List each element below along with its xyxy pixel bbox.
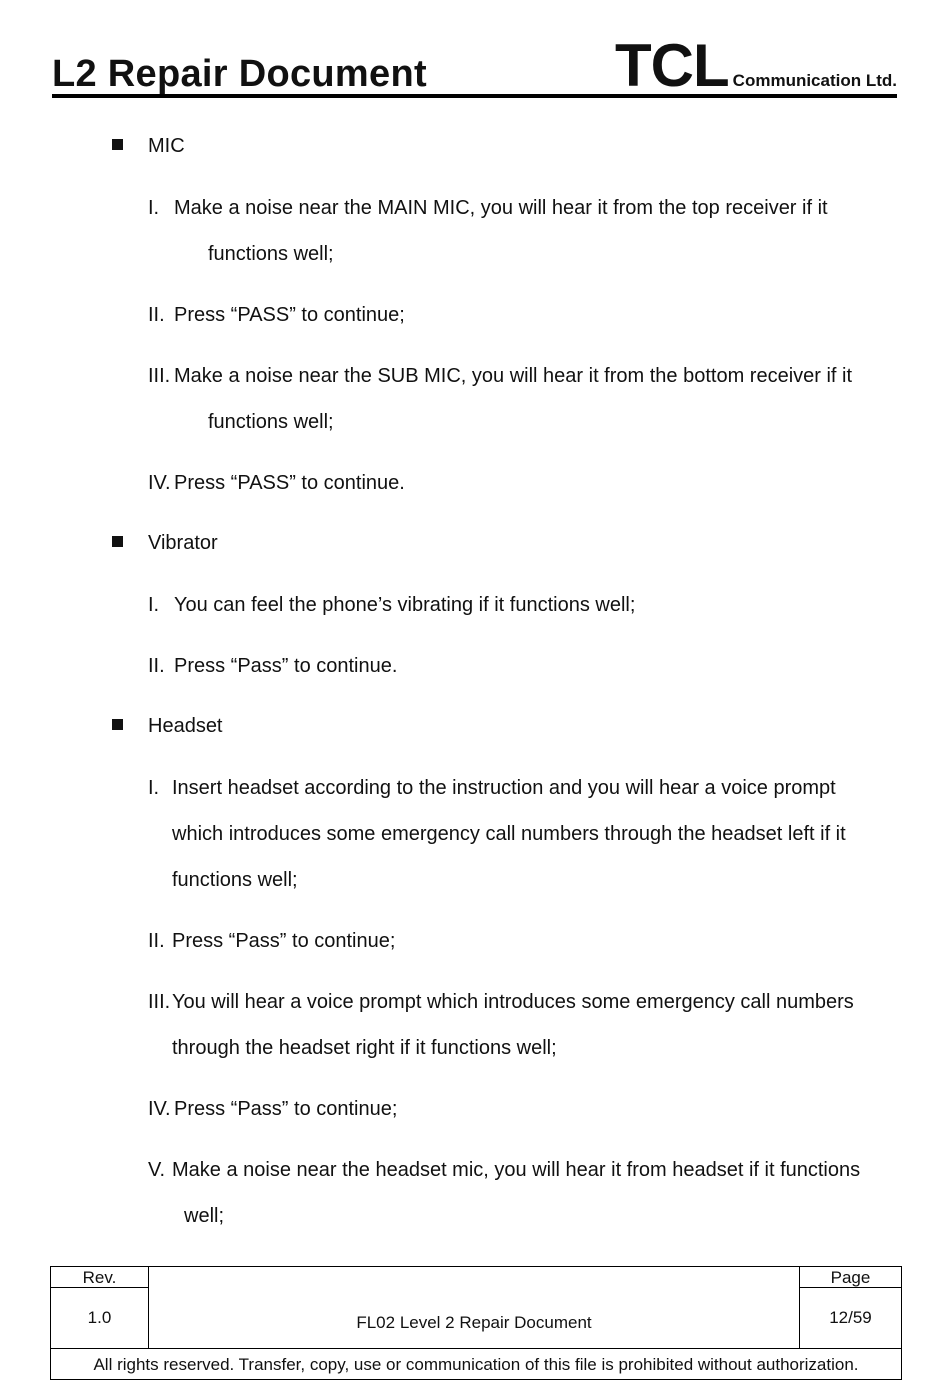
item-number: V. [148, 1159, 166, 1181]
item-text: You can feel the phone’s vibrating if it functions well; [174, 594, 636, 616]
item-text: Press “PASS” to continue; [174, 304, 405, 326]
bullet-square-icon [112, 719, 123, 730]
item-text: You will hear a voice prompt which introduces some emergency call numbers [172, 991, 854, 1013]
page-number: 12/59 [799, 1288, 901, 1348]
document-name: FL02 Level 2 Repair Document [356, 1313, 592, 1332]
item-number: II. [148, 930, 165, 952]
item-text: Make a noise near the SUB MIC, you will hear it from the bottom receiver if it [174, 365, 853, 387]
item-number: IV. [148, 1098, 171, 1120]
page-header [52, 30, 897, 98]
item-number: I. [148, 594, 160, 616]
company-brand [615, 32, 897, 99]
item-number: III. [148, 991, 171, 1013]
bullet-square-icon [112, 139, 123, 150]
section-title: MIC [148, 135, 185, 157]
item-number: I. [148, 777, 160, 799]
item-text-continued: functions well; [172, 869, 298, 891]
item-number: I. [148, 197, 160, 219]
item-text: Make a noise near the headset mic, you will hear it from headset if it functions [172, 1159, 861, 1181]
rev-value: 1.0 [51, 1288, 149, 1348]
item-number: II. [148, 304, 165, 326]
section-heading-vibrator [112, 532, 218, 555]
item-text: Insert headset according to the instruction and you will hear a voice prompt [172, 777, 836, 799]
page-label: Page [799, 1267, 901, 1288]
item-text: Press “Pass” to continue. [174, 655, 398, 677]
section-title: Vibrator [148, 532, 218, 554]
item-text: Press “Pass” to continue; [172, 930, 396, 952]
item-text-continued: through the headset right if it functions well; [172, 1037, 557, 1059]
bullet-square-icon [112, 536, 123, 547]
rev-label: Rev. [51, 1267, 149, 1288]
item-text: Press “PASS” to continue. [174, 472, 405, 494]
section-title: Headset [148, 715, 223, 737]
item-text-continued: functions well; [208, 411, 334, 433]
page-footer [50, 1266, 902, 1380]
section-heading-mic [112, 135, 185, 158]
document-title: L2 Repair Document [52, 53, 427, 95]
item-number: III. [148, 365, 171, 387]
item-text-continued: which introduces some emergency call numbers through the headset left if it [172, 823, 846, 845]
section-heading-headset [112, 715, 223, 738]
item-text-continued: well; [184, 1205, 225, 1227]
item-text: Press “Pass” to continue; [174, 1098, 398, 1120]
rights-notice: All rights reserved. Transfer, copy, use or communication of this file is prohibited without authorization. [51, 1348, 901, 1379]
item-text: Make a noise near the MAIN MIC, you will hear it from the top receiver if it [174, 197, 828, 219]
item-number: IV. [148, 472, 171, 494]
company-name: Communication Ltd. [732, 71, 897, 90]
item-text-continued: functions well; [208, 243, 334, 265]
item-number: II. [148, 655, 165, 677]
tcl-logo: TCL [615, 32, 729, 99]
